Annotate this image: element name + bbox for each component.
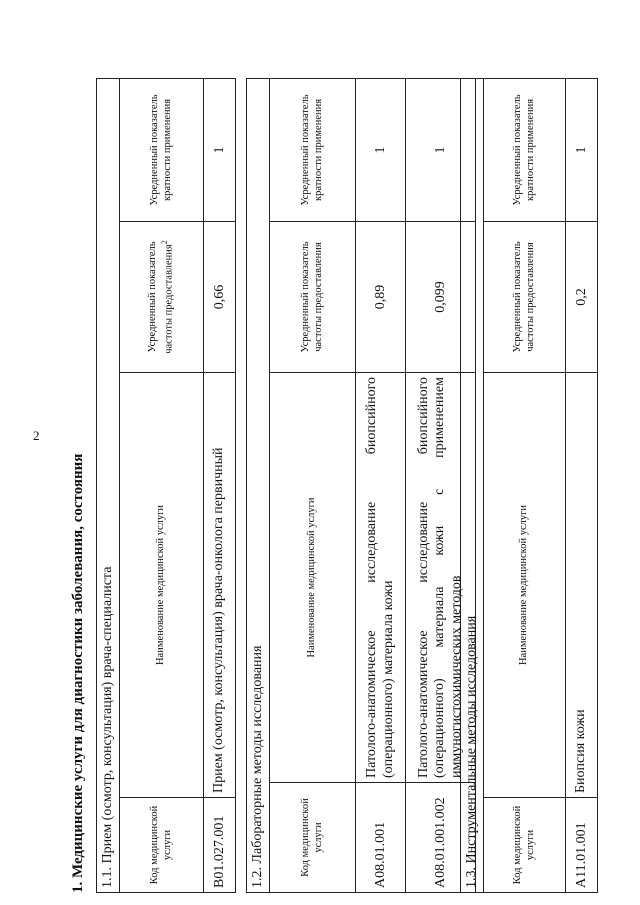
service-code: B01.027.001 <box>204 798 236 893</box>
table-caption: 1.1. Прием (осмотр, консультация) врача-специалиста <box>97 78 120 892</box>
header-name: Наименование медицинской услуги <box>120 373 204 798</box>
multiplicity-value: 1 <box>406 78 476 221</box>
table-laboratory <box>246 78 476 893</box>
table-header-row <box>270 78 356 892</box>
table-consultation <box>96 78 236 893</box>
table-row <box>566 78 598 892</box>
service-name: Патолого-анатомическое исследование биопсийного (операционного) материала кожи с применением иммуногистохимических методов <box>406 373 476 783</box>
table-header-row <box>120 78 204 892</box>
frequency-value: 0,66 <box>204 222 236 373</box>
frequency-value: 0,099 <box>406 222 476 373</box>
frequency-value: 0,89 <box>356 222 406 373</box>
multiplicity-value: 1 <box>566 78 598 221</box>
section-heading: 1. Медицинские услуги для диагностики заболевания, состояния <box>70 453 86 893</box>
table-row <box>356 78 406 892</box>
service-name: Прием (осмотр, консультация) врача-онколога первичный <box>204 373 236 798</box>
frequency-value: 0,2 <box>566 222 598 373</box>
header-code: Код медицинской услуги <box>120 798 204 893</box>
table-caption-row <box>461 78 484 892</box>
service-code: A11.01.001 <box>566 798 598 893</box>
header-frequency: Усредненный показатель частоты предоставления <box>270 222 356 373</box>
service-code: A08.01.001.002 <box>406 783 476 893</box>
rotated-content <box>64 33 589 893</box>
header-frequency: Усредненный показатель частоты предоставления <box>484 222 566 373</box>
table-caption: 1.3. Инструментальные методы исследования <box>461 78 484 892</box>
header-name: Наименование медицинской услуги <box>270 373 356 783</box>
multiplicity-value: 1 <box>356 78 406 221</box>
table-caption-row <box>97 78 120 892</box>
table-row <box>204 78 236 892</box>
service-name: Патолого-анатомическое исследование биопсийного (операционного) материала кожи <box>356 373 406 783</box>
table-caption: 1.2. Лабораторные методы исследования <box>247 78 270 892</box>
table-header-row <box>484 78 566 892</box>
page-number: 2 <box>33 428 40 443</box>
service-name: Биопсия кожи <box>566 373 598 798</box>
header-multiplicity: Усредненный показатель кратности применения <box>270 78 356 221</box>
header-multiplicity: Усредненный показатель кратности применения <box>484 78 566 221</box>
service-code: A08.01.001 <box>356 783 406 893</box>
header-multiplicity: Усредненный показатель кратности применения <box>120 78 204 221</box>
header-code: Код медицинской услуги <box>270 783 356 893</box>
footnote-marker: 2 <box>159 240 169 245</box>
table-caption-row <box>247 78 270 892</box>
header-frequency: Усредненный показатель частоты предоставления$^2$ <box>120 222 204 373</box>
header-code: Код медицинской услуги <box>484 798 566 893</box>
header-name: Наименование медицинской услуги <box>484 373 566 798</box>
multiplicity-value: 1 <box>204 78 236 221</box>
table-instrumental <box>460 78 598 893</box>
